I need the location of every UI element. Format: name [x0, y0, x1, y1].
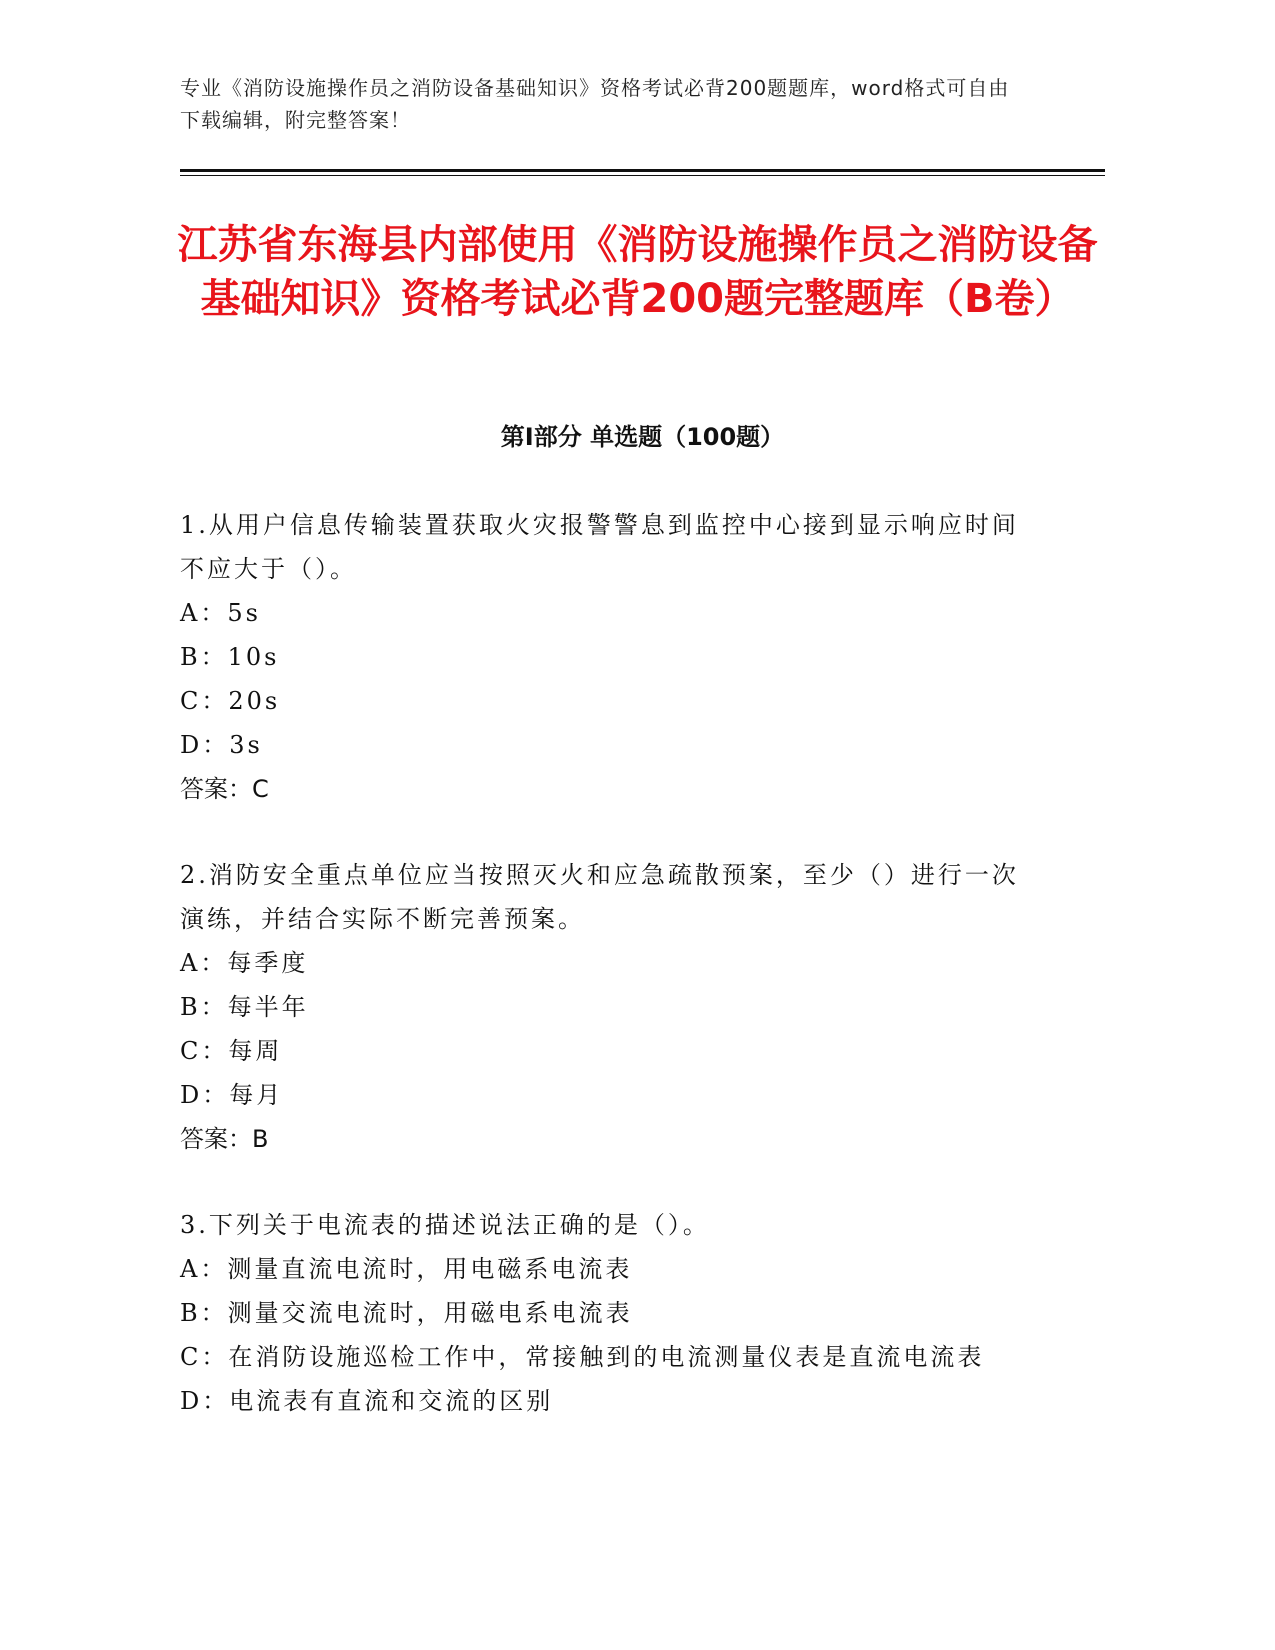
- header-rule-thick: [180, 169, 1105, 172]
- question-stem: 2.消防安全重点单位应当按照灭火和应急疏散预案，至少（）进行一次演练，并结合实际不断完善预案。: [180, 861, 1019, 933]
- option-b: B：10s: [180, 643, 280, 671]
- question-list: [180, 503, 1020, 1465]
- answer: 答案：C: [180, 775, 269, 803]
- question-item: [180, 853, 1020, 1161]
- option-d: D：3s: [180, 731, 263, 759]
- option-d: D：电流表有直流和交流的区别: [180, 1387, 554, 1415]
- header-note: 专业《消防设施操作员之消防设备基础知识》资格考试必背200题题库，word格式可自由下载编辑，附完整答案！: [180, 76, 1010, 132]
- question-stem: 1.从用户信息传输装置获取火灾报警警息到监控中心接到显示响应时间不应大于（）。: [180, 511, 1019, 583]
- document-title: 江苏省东海县内部使用《消防设施操作员之消防设备基础知识》资格考试必背200题完整题库（B卷）: [177, 222, 1098, 322]
- question-stem: 3.下列关于电流表的描述说法正确的是（）。: [180, 1211, 710, 1239]
- option-a: A：5s: [180, 599, 261, 627]
- option-b: B：测量交流电流时，用磁电系电流表: [180, 1299, 633, 1327]
- option-c: C：在消防设施巡检工作中，常接触到的电流测量仪表是直流电流表: [180, 1343, 985, 1371]
- option-a: A：测量直流电流时，用电磁系电流表: [180, 1255, 633, 1283]
- question-item: [180, 1203, 1020, 1423]
- option-b: B：每半年: [180, 993, 309, 1021]
- header-rule-thin: [180, 175, 1105, 176]
- option-a: A：每季度: [180, 949, 309, 977]
- section-title: 第Ⅰ部分 单选题（100题）: [500, 423, 785, 451]
- option-c: C：20s: [180, 687, 281, 715]
- question-item: [180, 503, 1020, 811]
- answer: 答案：B: [180, 1125, 269, 1153]
- option-c: C：每周: [180, 1037, 283, 1065]
- option-d: D：每月: [180, 1081, 284, 1109]
